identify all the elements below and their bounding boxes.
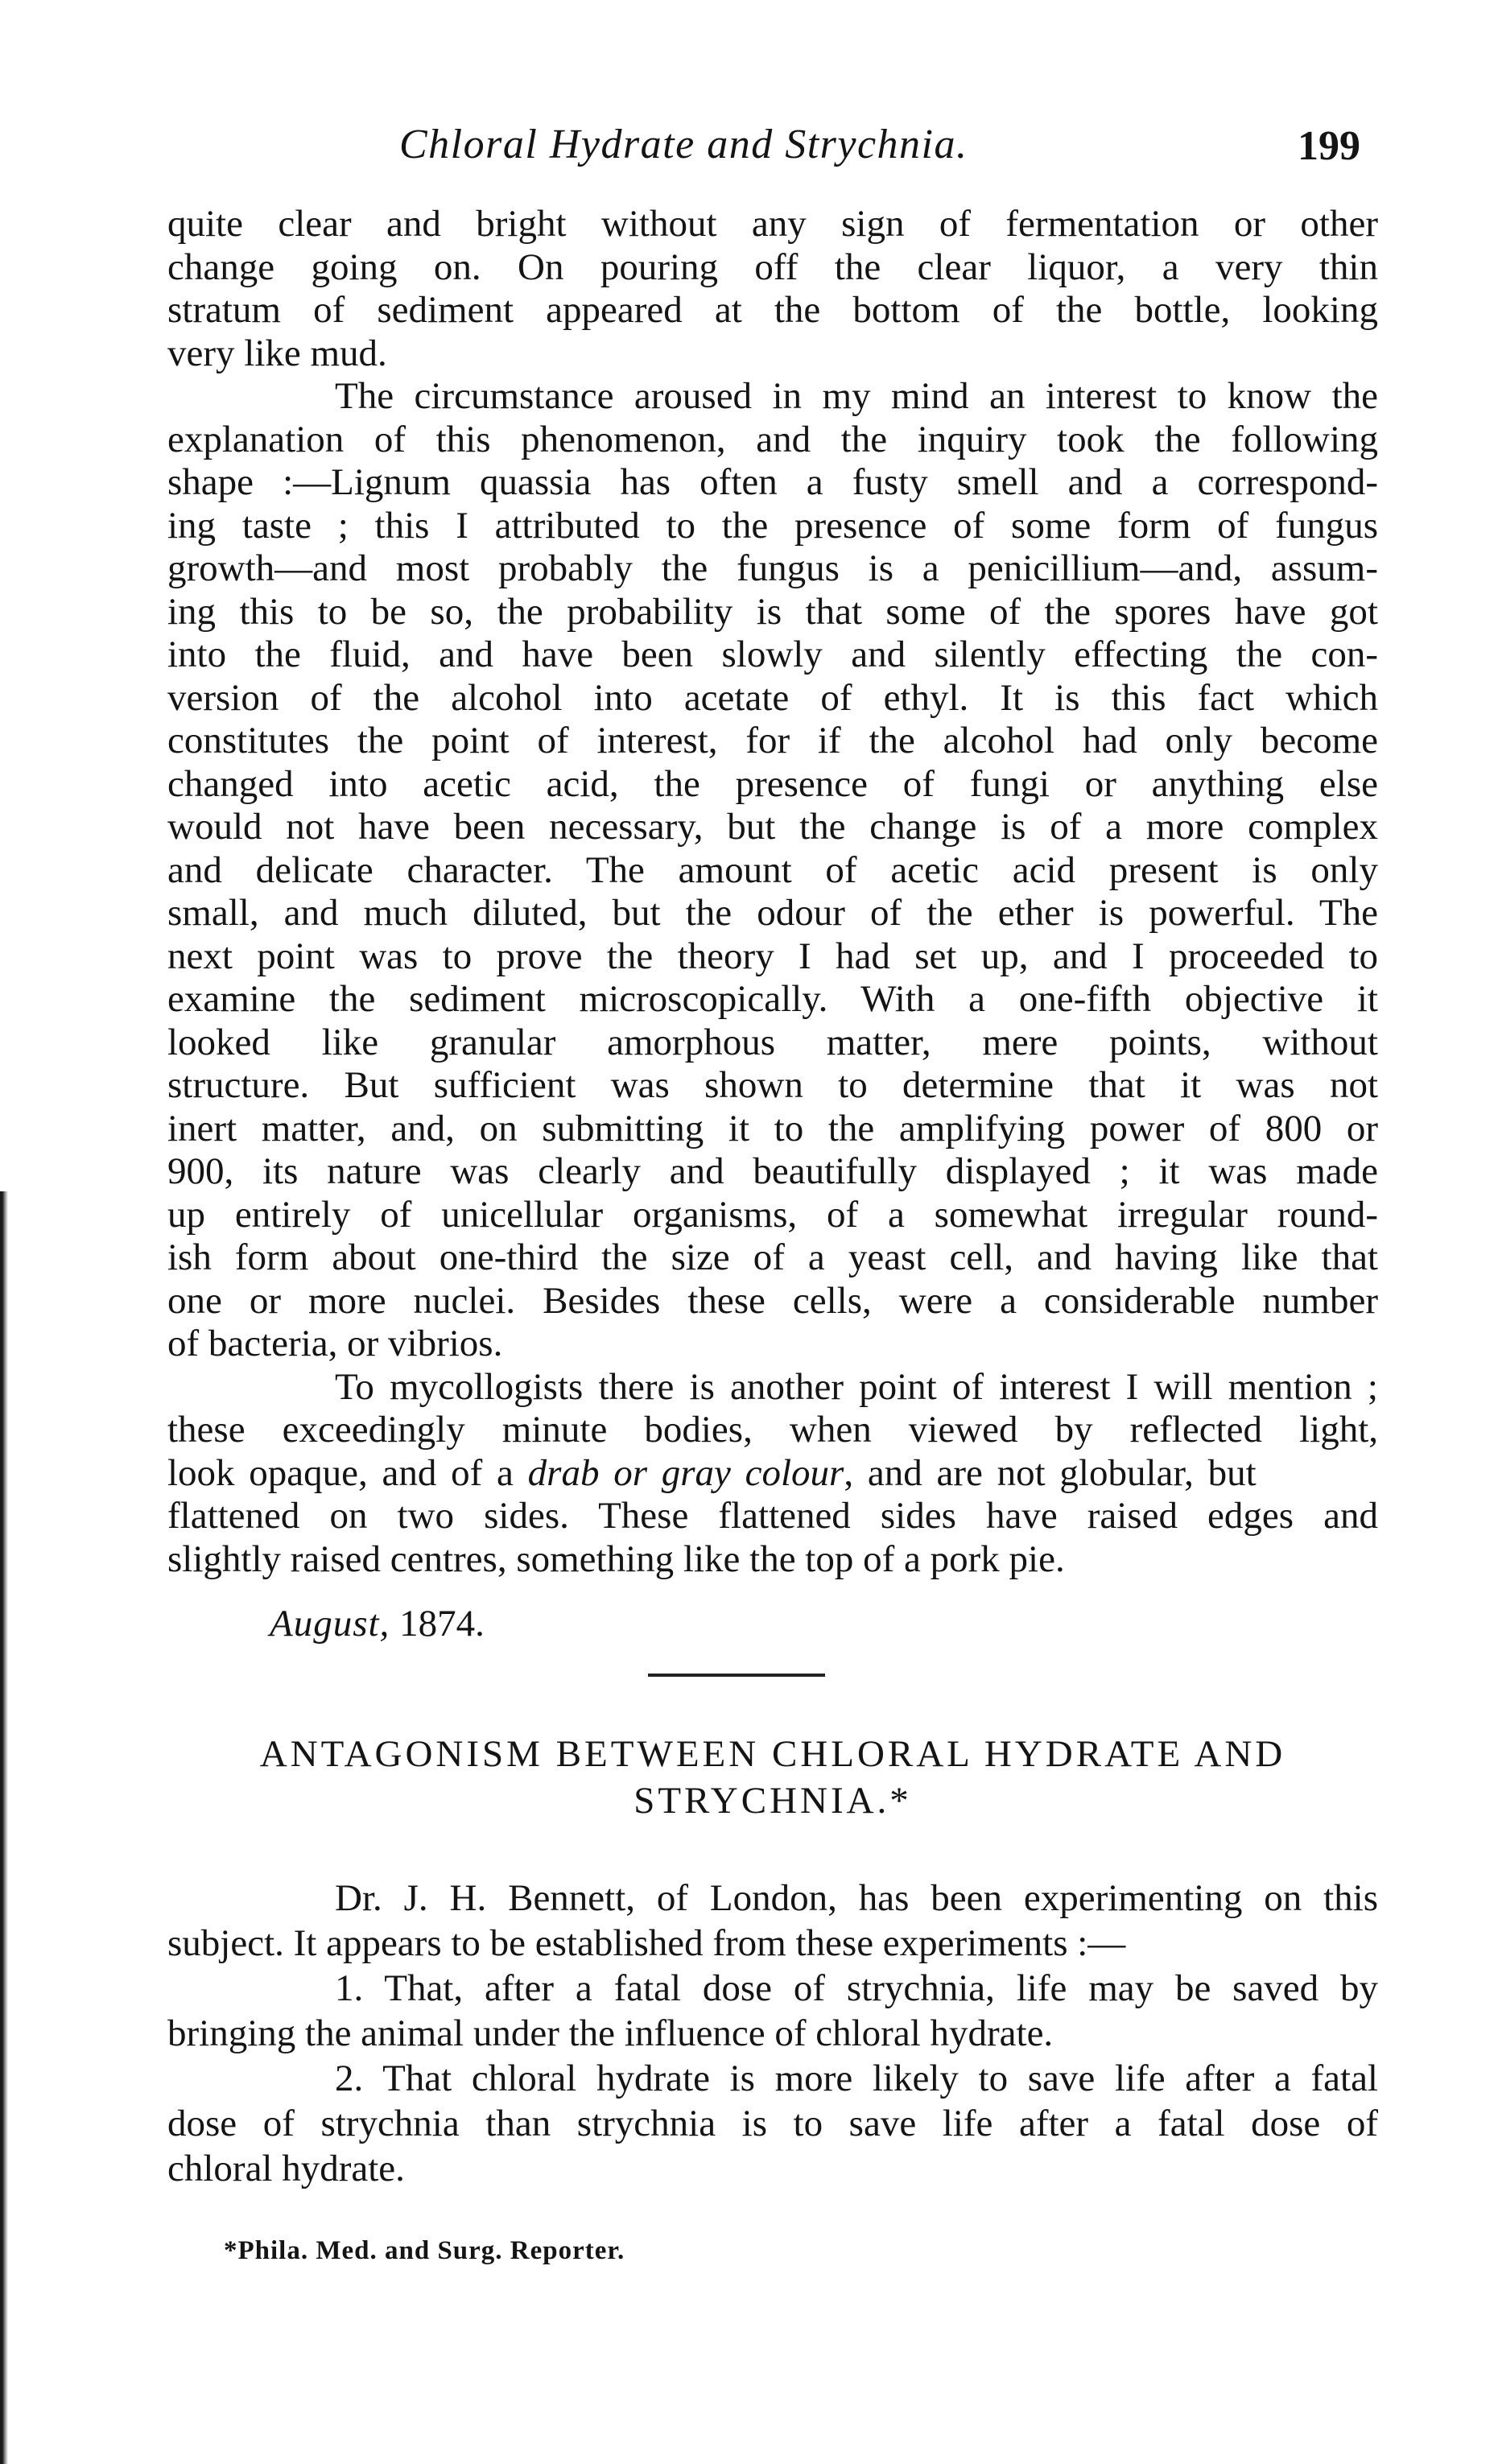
indented-text: Dr. J. H. Bennett, of London, has been experimenting on this (335, 1877, 1378, 1919)
indented-text: The circumstance aroused in my mind an interest to know the (335, 375, 1378, 417)
text-line: constitutes the point of interest, for if the alcohol had only become (167, 720, 1378, 761)
text-line: into the fluid, and have been slowly and silently effecting the con- (167, 634, 1378, 675)
body-text (167, 203, 1378, 1581)
text-line: change going on. On pouring off the clear liquor, a very thin (167, 246, 1378, 288)
text-line: small, and much diluted, but the odour of the ether is powerful. The (167, 892, 1378, 934)
footnote: *Phila. Med. and Surg. Reporter. (224, 2236, 625, 2265)
text-line: ish form about one-third the size of a yeast cell, and having like that (167, 1236, 1378, 1278)
paragraph-start-line (167, 1966, 1378, 2011)
text-line: ing taste ; this I attributed to the presence of some form of fungus (167, 504, 1378, 547)
text-line: up entirely of unicellular organisms, of a somewhat irregular round- (167, 1193, 1378, 1236)
article-body (167, 1876, 1378, 2191)
indented-text: 2. That chloral hydrate is more likely to save life after a fatal (335, 2057, 1378, 2099)
article-title (161, 1731, 1385, 1824)
text-line: dose of strychnia than strychnia is to save life after a fatal dose of (167, 2103, 1378, 2144)
text-line: and delicate character. The amount of acetic acid present is only (167, 848, 1378, 891)
text-line: structure. But sufficient was shown to determine that it was not (167, 1064, 1378, 1106)
text-line: explanation of this phenomenon, and the inquiry took the following (167, 418, 1378, 460)
text-line: slightly raised centres, something like the top of a pork pie. (167, 1537, 1065, 1580)
text-line: examine the sediment microscopically. With a one-fifth objective it (167, 978, 1378, 1020)
dateline-year: 1874. (399, 1603, 485, 1645)
dateline-month: August, (270, 1603, 390, 1645)
text-line: inert matter, and, on submitting it to the amplifying power of 800 or (167, 1107, 1378, 1149)
text-line: chloral hydrate. (167, 2148, 405, 2190)
dateline (270, 1602, 485, 1645)
text-line: growth—and most probably the fungus is a penicillium—and, assum- (167, 547, 1378, 589)
text-line: ing this to be so, the probability is that some of the spores have got (167, 590, 1378, 633)
article-title-line-1: ANTAGONISM BETWEEN CHLORAL HYDRATE AND (259, 1733, 1286, 1775)
text-line: changed into acetic acid, the presence of fungi or anything else (167, 762, 1378, 805)
text-line: one or more nuclei. Besides these cells, were a considerable number (167, 1279, 1378, 1322)
page-number: 199 (1298, 123, 1360, 169)
text-line: flattened on two sides. These flattened sides have raised edges and (167, 1495, 1378, 1537)
running-title: Chloral Hydrate and Strychnia. (399, 122, 968, 167)
text-line: bringing the animal under the influence of chloral hydrate. (167, 2012, 1054, 2054)
text-line: quite clear and bright without any sign of fermentation or other (167, 203, 1378, 245)
text-line: very like mud. (167, 332, 387, 374)
text-segment: , and are not globular, but (844, 1451, 1257, 1494)
page-edge-shadow (0, 1191, 8, 2464)
paragraph-start-line (167, 1366, 1378, 1409)
text-line: of bacteria, or vibrios. (167, 1323, 503, 1364)
running-head (161, 121, 1417, 185)
indented-text: To mycollogists there is another point of interest I will mention ; (335, 1365, 1378, 1408)
paragraph-start-line (167, 1876, 1378, 1921)
text-line: subject. It appears to be established from these experiments :— (167, 1922, 1126, 1964)
text-line: looked like granular amorphous matter, mere points, without (167, 1021, 1378, 1063)
text-line: 900, its nature was clearly and beautifully displayed ; it was made (167, 1150, 1378, 1192)
indented-text: 1. That, after a fatal dose of strychnia, life may be saved by (335, 1967, 1378, 2009)
paragraph-start-line (167, 2056, 1378, 2101)
text-line: would not have been necessary, but the change is of a more complex (167, 806, 1378, 848)
text-segment: look opaque, and of a (167, 1451, 514, 1494)
section-divider (648, 1674, 825, 1677)
text-line: next point was to prove the theory I had set up, and I proceeded to (167, 935, 1378, 977)
paragraph-start-line (167, 375, 1378, 419)
text-line: version of the alcohol into acetate of ethyl. It is this fact which (167, 676, 1378, 719)
text-line-with-italic (167, 1452, 1378, 1496)
text-line: stratum of sediment appeared at the bottom of the bottle, looking (167, 289, 1378, 331)
italic-phrase: drab or gray colour (527, 1451, 844, 1494)
article-title-line-2: STRYCHNIA.* (633, 1780, 912, 1822)
text-line: these exceedingly minute bodies, when viewed by reflected light, (167, 1409, 1378, 1451)
text-line: shape :—Lignum quassia has often a fusty smell and a correspond- (167, 461, 1378, 503)
